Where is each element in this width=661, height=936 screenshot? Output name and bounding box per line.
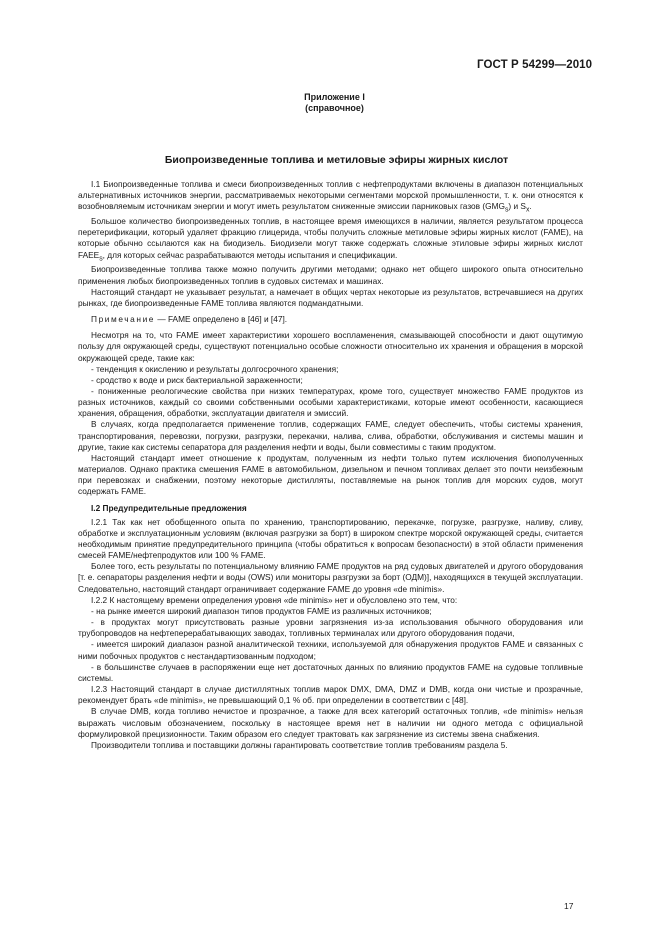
- paragraph: В случае DMB, когда топливо нечистое и прозрачное, а также для всех категорий остаточных топлив, «de minimis» нельзя выражать числовым обозначением, поскольку в настоящее время нет в наличии ни одного метода с официальной формулировкой прецизионности. Таким образом его следует трактовать как загрязнение из системы звена снабжения.: [78, 706, 583, 739]
- paragraph: Большое количество биопроизведенных топлив, в настоящее время имеющихся в наличии, является результатом процесса перетерификации, который удаляет фракцию глицерида, чтобы получить сложные метиловые эфиры жирных кислот (FAME), на которые обычно ссылаются как на биодизель. Биодизели могут также содержать сложные этиловые эфиры жирных кислот $FAEE_s$, для которых сейчас разрабатываются методы испытания и спецификации.: [78, 216, 583, 263]
- subsection-heading: I.2 Предупредительные предложения: [91, 502, 247, 513]
- list-item: - сродство к воде и риск бактериальной зараженности;: [91, 374, 303, 385]
- paragraph: Настоящий стандарт не указывает результат, а намечает в общих чертах некоторые из результатов, встречавшиеся на других рынках, где биопроизведенные FAME топлива являются подмандатными.: [78, 286, 583, 308]
- note: Примечание — FAME определено в [46] и [47].: [91, 314, 288, 325]
- paragraph: Несмотря на то, что FAME имеет характеристики хорошего воспламенения, смазывающей способности и дают ощутимую пользу для окружающей среды, существуют потенциально особые сложности относительно их хранения и обращения в морской окружающей среде, такие как:: [78, 330, 583, 363]
- page-number: 17: [564, 901, 574, 911]
- list-item: - пониженные реологические свойства при низких температурах, кроме того, существует множество FAME продуктов из разных источников, каждый со своими собственными особыми характеристиками, которые имеют особенности, касающиеся хранения, обращения, обработки, эксплуатации двигателя и эмиссий.: [78, 385, 583, 419]
- section-heading: Биопроизведенные топлива и метиловые эфиры жирных кислот: [164, 154, 509, 166]
- standard-number: ГОСТ Р 54299—2010: [477, 59, 593, 71]
- paragraph: I.2.1 Так как нет обобщенного опыта по хранению, транспортированию, перекачке, погрузке, разгрузке, наливу, сливу, обработке и эксплуатационным условиям (включая разгрузки за борт) в широком спектре морской окружающей среды, считается необходимым принятие предупредительного принципа (чтобы обратиться к вопросам безопасности) в этой области применения смесей FAME/нефтепродуктов или 100 % FAME.: [78, 516, 583, 561]
- list-item: - тенденция к окислению и результаты долгосрочного хранения;: [91, 363, 339, 374]
- note-label: Примечание: [91, 314, 156, 325]
- paragraph: I.2.3 Настоящий стандарт в случае дистиллятных топлив марок DMX, DMA, DMZ и DMB, когда они чистые и прозрачные, рекомендует брать «de minimis», не превышающий 0,1 % об. при определении в соответствии с [48].: [78, 684, 583, 706]
- paragraph: Настоящий стандарт имеет отношение к продуктам, полученным из нефти только путем исключения биополученных материалов. Однако практика смешения FAME в автомобильном, дизельном и печном топливах делает это почти неизбежным при перевозках и снабжении, поэтому некоторые дистилляты, поставляемые на рынок топлив для морских судов, могут содержать FAME.: [78, 452, 583, 497]
- list-item: - в продуктах могут присутствовать разные уровни загрязнения из-за использования обычного оборудования или трубопроводов на нефтеперерабатывающих заводах, топливных терминалах или другого оборудования подачи,: [78, 617, 583, 639]
- list-item: - в большинстве случаев в распоряжении еще нет достаточных данных по влиянию продуктов FAME на судовые топливные системы.: [78, 661, 583, 683]
- paragraph: Более того, есть результаты по потенциальному влиянию FAME продуктов на ряд судовых двигателей и другого оборудования [т. е. сепараторы разделения нефти и воды (OWS) или мониторы разгрузки за борт (ОДМ)], находящихся в текущей эксплуатации. Следовательно, настоящий стандарт ограничивает содержание FAME до уровня «de minimis».: [78, 561, 583, 594]
- paragraph: Биопроизведенные топлива также можно получить другими методами; однако нет общего широкого опыта относительно применения любых биопроизведенных топлив в судовых системах и машинах.: [78, 264, 583, 286]
- annex-label: Приложение I: [304, 92, 365, 102]
- body-text: [78, 179, 583, 751]
- list-item: - имеется широкий диапазон разной аналитической техники, используемой для обнаружения продуктов FAME и связанных с ними побочных продуктов с нестандартизованным подходом;: [78, 639, 583, 661]
- paragraph: Производители топлива и поставщики должны гарантировать соответствие топлив требованиям раздела 5.: [91, 739, 508, 750]
- paragraph-i1: I.1 Биопроизведенные топлива и смеси биопроизведенных топлив с нефтепродуктами включены в диапазон потенциальных альтернативных источников энергии, рассматриваемых некоторыми сегментами морской промышленности, т. к. они относятся к возобновляемым источникам энергии и могут иметь результатом сниженные эмиссии парниковых газов $(GMG_s)$ и $S_x$.: [78, 179, 583, 214]
- annex-title-block: [0, 92, 661, 114]
- list-item: - на рынке имеется широкий диапазон типов продуктов FAME из различных источников;: [91, 605, 432, 616]
- annex-type: (справочное): [305, 103, 364, 113]
- paragraph: В случаях, когда предполагается применение топлив, содержащих FAME, следует обеспечить, чтобы системы хранения, транспортирования, перевозки, погрузки, разгрузки, перекачки, налива, слива, обработки, обслуживания и системы машин и другие, такие как системы сепаратора для разделения нефти и воды, были совместимы с таким продуктом.: [78, 419, 583, 452]
- paragraph: I.2.2 К настоящему времени определения уровня «de minimis» нет и обусловлено это тем, что:: [91, 594, 458, 605]
